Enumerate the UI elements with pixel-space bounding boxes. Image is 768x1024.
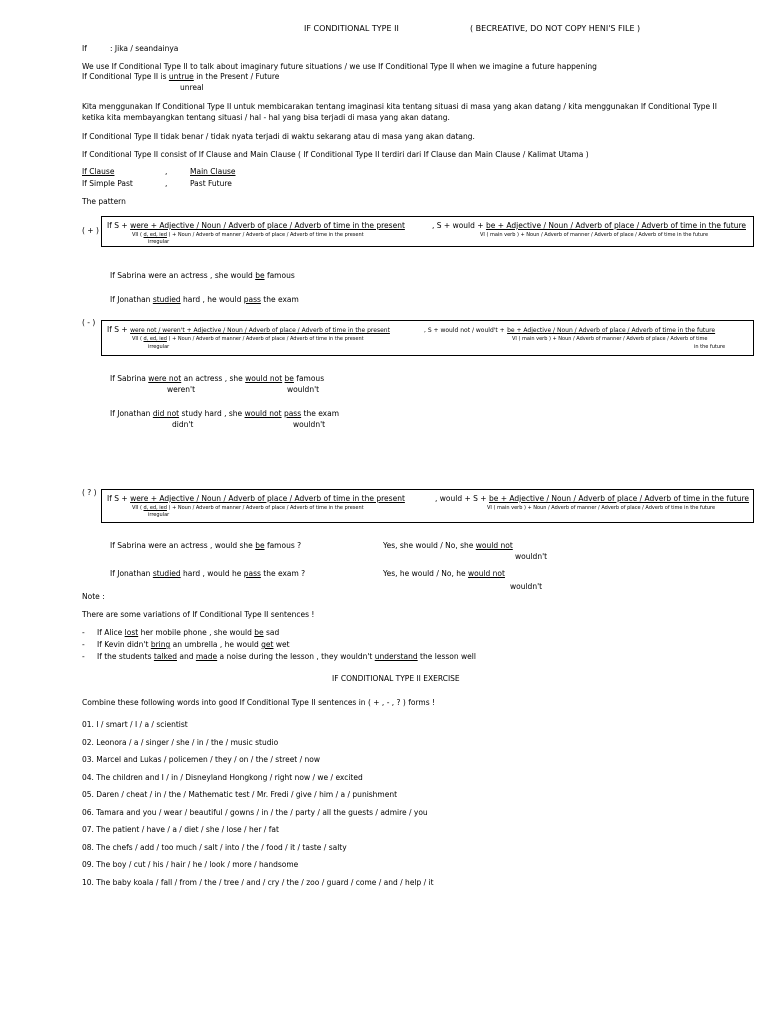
- exercise-item: 06. Tamara and you / wear / beautiful / gowns / in / the / party / all the guests / admire / you: [82, 808, 428, 817]
- negative-example-1-weren't: weren't: [167, 385, 196, 394]
- clause-comma: ,: [165, 167, 168, 176]
- english-definition-line-3: unreal: [180, 83, 204, 92]
- positive-if-clause: If S + were + Adjective / Noun / Adverb of place / Adverb of time in the present: [107, 221, 405, 230]
- page-title: IF CONDITIONAL TYPE II: [304, 24, 399, 33]
- note-bullet-2: If Kevin didn't bring an umbrella , he would get wet: [97, 640, 290, 649]
- negative-main-clause: , S + would not / would't + be + Adjective / Noun / Adverb of place / Adverb of time in the future: [424, 327, 716, 334]
- positive-pattern-box: [101, 216, 754, 247]
- note-bullet-2-dash: -: [82, 640, 85, 649]
- main-clause-header: Main Clause: [190, 167, 236, 176]
- positive-example-1: If Sabrina were an actress , she would be famous: [110, 271, 295, 280]
- positive-main-verb-row: VI ( main verb ) + Noun / Adverb of manner / Adverb of place / Adverb of time in the future: [480, 232, 709, 238]
- positive-irregular: irregular: [148, 239, 170, 245]
- question-answer-2: Yes, he would / No, he would not: [383, 569, 505, 578]
- negative-label: ( - ): [82, 318, 96, 327]
- exercise-item: 01. I / smart / I / a / scientist: [82, 720, 188, 729]
- question-example-2: If Jonathan studied hard , would he pass the exam ?: [110, 569, 306, 578]
- note-bullet-3: If the students talked and made a noise during the lesson , they wouldn't understand the lesson well: [97, 652, 476, 661]
- indonesian-definition-line-2: ketika kita membayangkan tentang situasi / hal - hal yang bisa terjadi di masa yang akan datang.: [82, 113, 450, 122]
- negative-example-2-wouldn't: wouldn't: [293, 420, 326, 429]
- question-answer-1: Yes, she would / No, she would not: [383, 541, 513, 550]
- negative-verb-row: VII ( d, ed, ied ) + Noun / Adverb of manner / Adverb of place / Adverb of time in the present: [132, 336, 364, 342]
- negative-example-1-wouldn't: wouldn't: [287, 385, 320, 394]
- question-main-clause: , would + S + be + Adjective / Noun / Adverb of place / Adverb of time in the future: [435, 494, 749, 503]
- if-label: If: [82, 44, 87, 53]
- negative-if-clause: If S + were not / weren't + Adjective / Noun / Adverb of place / Adverb of time in the present: [107, 325, 390, 334]
- consist-line: If Conditional Type II consist of If Clause and Main Clause ( If Conditional Type II terdiri dari If Clause dan Main Clause / Kalimat Utama ): [82, 150, 589, 159]
- indonesian-definition-line-3: If Conditional Type II tidak benar / tidak nyata terjadi di waktu sekarang atau di masa yang akan datang.: [82, 132, 475, 141]
- exercise-item: 04. The children and I / in / Disneyland Hongkong / right now / we / excited: [82, 773, 363, 782]
- negative-irregular: irregular: [148, 344, 170, 350]
- question-label: ( ? ): [82, 488, 97, 497]
- if-clause-header: If Clause: [82, 167, 115, 176]
- question-example-1: If Sabrina were an actress , would she be famous ?: [110, 541, 302, 550]
- question-answer-2-wouldn't: wouldn't: [510, 582, 543, 591]
- negative-example-1: If Sabrina were not an actress , she would not be famous: [110, 374, 325, 383]
- positive-main-clause: , S + would + be + Adjective / Noun / Adverb of place / Adverb of time in the future: [432, 221, 746, 230]
- negative-main-verb-row: VI ( main verb ) + Noun / Adverb of manner / Adverb of place / Adverb of time: [512, 336, 708, 342]
- page-note: ( BECREATIVE, DO NOT COPY HENI'S FILE ): [470, 24, 641, 33]
- exercise-item: 08. The chefs / add / too much / salt / into / the / food / it / taste / salty: [82, 843, 347, 852]
- pattern-label: The pattern: [82, 197, 126, 206]
- if-meaning: : Jika / seandainya: [110, 44, 179, 53]
- exercise-item: 09. The boy / cut / his / hair / he / look / more / handsome: [82, 860, 299, 869]
- exercise-item: 03. Marcel and Lukas / policemen / they / on / the / street / now: [82, 755, 321, 764]
- exercise-item: 07. The patient / have / a / diet / she / lose / her / fat: [82, 825, 279, 834]
- exercise-item: 10. The baby koala / fall / from / the / tree / and / cry / the / zoo / guard / come / and / help / it: [82, 878, 434, 887]
- positive-example-2: If Jonathan studied hard , he would pass the exam: [110, 295, 299, 304]
- negative-example-2-didn't: didn't: [172, 420, 194, 429]
- exercise-instruction: Combine these following words into good If Conditional Type II sentences in ( + , - , ? ) forms !: [82, 698, 436, 707]
- note-bullet-1-dash: -: [82, 628, 85, 637]
- negative-in-the-future: in the future: [694, 344, 726, 350]
- exercise-title: IF CONDITIONAL TYPE II EXERCISE: [332, 674, 460, 683]
- positive-label: ( + ): [82, 226, 99, 235]
- indonesian-definition-line-1: Kita menggunakan If Conditional Type II untuk membicarakan tentang imaginasi kita tentang situasi di masa yang akan datang / kita menggunakan If Conditional Type II: [82, 102, 717, 111]
- clause-comma-2: ,: [165, 179, 168, 188]
- question-main-verb-row: VI ( main verb ) + Noun / Adverb of manner / Adverb of place / Adverb of time in the future: [487, 505, 716, 511]
- english-definition-line-1: We use If Conditional Type II to talk about imaginary future situations / we use If Conditional Type II when we imagine a future happening: [82, 62, 597, 71]
- note-label: Note :: [82, 592, 105, 601]
- note-bullet-3-dash: -: [82, 652, 85, 661]
- past-future: Past Future: [190, 179, 232, 188]
- question-irregular: irregular: [148, 512, 170, 518]
- negative-example-2: If Jonathan did not study hard , she would not pass the exam: [110, 409, 340, 418]
- english-definition-line-2: If Conditional Type II is untrue in the Present / Future: [82, 72, 280, 81]
- positive-verb-row: VII ( d, ed, ied ) + Noun / Adverb of manner / Adverb of place / Adverb of time in the present: [132, 232, 364, 238]
- negative-pattern-box: [101, 320, 754, 356]
- exercise-item: 05. Daren / cheat / in / the / Mathematic test / Mr. Fredi / give / him / a / punishment: [82, 790, 398, 799]
- question-if-clause: If S + were + Adjective / Noun / Adverb of place / Adverb of time in the present: [107, 494, 405, 503]
- question-pattern-box: [101, 489, 754, 523]
- note-bullet-1: If Alice lost her mobile phone , she would be sad: [97, 628, 280, 637]
- question-answer-1-wouldn't: wouldn't: [515, 552, 548, 561]
- note-intro: There are some variations of If Conditional Type II sentences !: [82, 610, 315, 619]
- question-verb-row: VII ( d, ed, ied ) + Noun / Adverb of manner / Adverb of place / Adverb of time in the present: [132, 505, 364, 511]
- if-simple-past: If Simple Past: [82, 179, 133, 188]
- exercise-item: 02. Leonora / a / singer / she / in / the / music studio: [82, 738, 279, 747]
